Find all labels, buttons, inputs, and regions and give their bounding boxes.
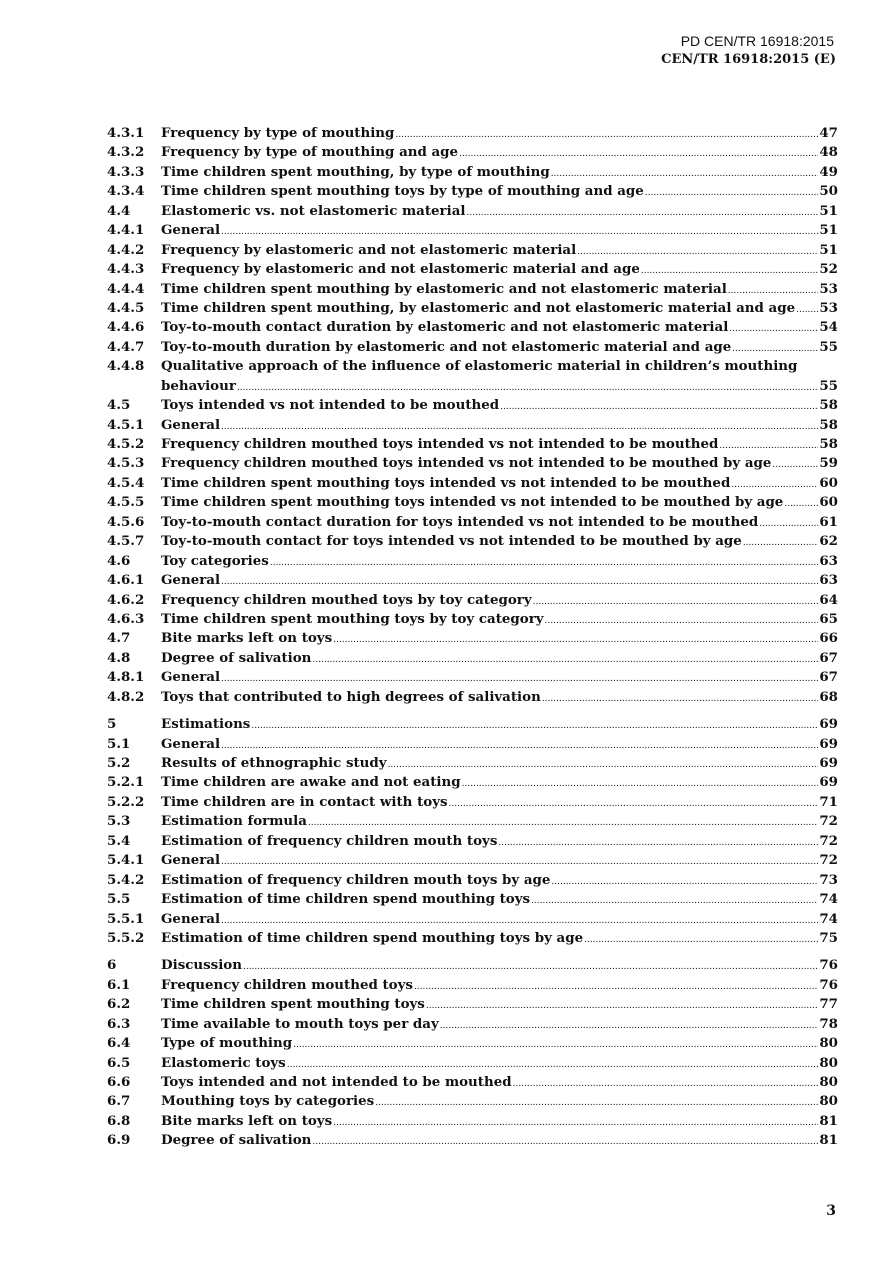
toc-entry-number: 4.3.2 — [107, 144, 145, 161]
toc-entry-number: 5.5.2 — [107, 929, 145, 946]
toc-entry[interactable] — [107, 754, 838, 773]
toc-entry-title[interactable]: Frequency children mouthed toys intended vs not intended to be mouthed by age — [161, 455, 772, 472]
toc-entry[interactable] — [107, 976, 838, 995]
toc-entry-number: 6.6 — [107, 1074, 131, 1090]
toc-entry[interactable] — [107, 357, 838, 376]
toc-entry-page[interactable]: 47 — [819, 125, 838, 141]
toc-entry[interactable] — [107, 1092, 838, 1111]
toc-entry-number: 5.1 — [107, 735, 131, 752]
toc-entry-number: 5.5.1 — [107, 910, 145, 927]
toc-entry-number: 4.5.5 — [107, 494, 145, 511]
toc-entry[interactable] — [107, 435, 838, 454]
toc-entry-page[interactable]: 75 — [819, 929, 838, 946]
table-of-contents — [107, 124, 838, 1151]
toc-entry[interactable] — [107, 591, 838, 610]
toc-entry-page[interactable]: 51 — [819, 222, 838, 239]
toc-entry-number: 4.6 — [107, 552, 131, 569]
toc-entry-number: 6.9 — [107, 1132, 131, 1149]
toc-entry-title[interactable]: General — [161, 416, 221, 433]
toc-entry-title[interactable]: Qualitative approach of the influence of elastomeric material in children’s mouthing — [161, 358, 798, 375]
toc-entry[interactable] — [107, 260, 838, 279]
toc-entry-page[interactable]: 63 — [819, 572, 838, 589]
toc-entry-page[interactable]: 68 — [819, 688, 838, 705]
toc-entry[interactable] — [107, 454, 838, 473]
toc-entry[interactable] — [107, 396, 838, 415]
toc-entry-page[interactable]: 60 — [819, 474, 838, 491]
toc-entry-title[interactable]: Frequency children mouthed toys by toy category — [161, 591, 532, 608]
toc-entry-page[interactable]: 69 — [819, 774, 838, 791]
toc-entry-page[interactable]: 72 — [819, 852, 838, 869]
toc-entry-number: 4.4.1 — [107, 222, 145, 239]
toc-entry[interactable] — [107, 299, 838, 318]
toc-entry[interactable] — [107, 629, 838, 648]
toc-entry-number: 6.3 — [107, 1015, 131, 1032]
toc-entry[interactable] — [107, 241, 838, 260]
toc-entry[interactable] — [107, 143, 838, 162]
toc-entry[interactable] — [107, 956, 838, 975]
toc-entry-page[interactable]: 63 — [819, 552, 838, 569]
toc-entry-number: 4.4 — [107, 202, 131, 219]
toc-entry-number: 4.8 — [107, 649, 131, 666]
toc-entry-title[interactable]: Toy categories — [161, 552, 269, 569]
toc-entry-title-continued[interactable]: behaviour — [161, 377, 236, 394]
toc-entry[interactable] — [107, 1131, 838, 1150]
toc-entry-page[interactable]: 81 — [819, 1112, 838, 1129]
toc-entry-page[interactable]: 71 — [819, 793, 838, 810]
toc-entry[interactable] — [107, 1054, 838, 1073]
toc-entry-page[interactable]: 58 — [819, 436, 838, 452]
toc-entry-title[interactable]: Frequency children mouthed toys intended vs not intended to be mouthed — [161, 436, 719, 452]
toc-entry-page[interactable]: 49 — [819, 163, 838, 180]
toc-entry-title[interactable]: Bite marks left on toys — [161, 630, 333, 647]
toc-entry[interactable] — [107, 610, 838, 629]
toc-entry-title[interactable]: Mouthing toys by categories — [161, 1093, 375, 1110]
toc-entry[interactable] — [107, 571, 838, 590]
toc-entry[interactable] — [107, 929, 838, 948]
toc-entry-title[interactable]: Time children spent mouthing, by type of mouthing — [161, 163, 550, 180]
toc-entry-page[interactable]: 53 — [819, 280, 838, 297]
toc-entry[interactable] — [107, 735, 838, 754]
toc-entry-title[interactable]: Estimation of frequency children mouth toys by age — [161, 871, 551, 888]
toc-entry-title[interactable]: Degree of salivation — [161, 649, 312, 666]
toc-entry[interactable] — [107, 182, 838, 201]
toc-entry-title[interactable]: Elastomeric vs. not elastomeric material — [161, 202, 466, 219]
toc-entry-title[interactable]: Bite marks left on toys — [161, 1112, 333, 1129]
toc-entry-page[interactable]: 78 — [819, 1015, 838, 1032]
toc-entry[interactable] — [107, 493, 838, 512]
toc-entry[interactable] — [107, 1112, 838, 1131]
toc-entry-page[interactable]: 50 — [819, 183, 838, 200]
toc-entry-number: 5 — [107, 716, 117, 733]
toc-entry-title[interactable]: Time available to mouth toys per day — [161, 1015, 439, 1032]
toc-entry-number: 6.1 — [107, 976, 131, 993]
toc-entry[interactable] — [107, 649, 838, 668]
toc-entry-number: 4.3.3 — [107, 163, 145, 180]
toc-entry-title[interactable]: Time children spent mouthing, by elastomeric and not elastomeric material and age — [161, 299, 796, 316]
toc-entry-number: 6.4 — [107, 1035, 131, 1052]
toc-entry-title[interactable]: Time children spent mouthing by elastomeric and not elastomeric material — [161, 280, 727, 297]
toc-entry-number: 5.4 — [107, 832, 131, 849]
toc-entry-title[interactable]: Time children spent mouthing toys intended vs not intended to be mouthed by age — [161, 494, 784, 511]
toc-entry-page[interactable]: 77 — [819, 996, 838, 1013]
toc-entry-title[interactable]: Toy-to-mouth contact duration by elastomeric and not elastomeric material — [161, 319, 729, 336]
toc-entry[interactable] — [107, 890, 838, 909]
toc-entry-title[interactable]: Toy-to-mouth contact duration for toys intended vs not intended to be mouthed — [161, 513, 759, 530]
toc-entry-title[interactable]: Time children spent mouthing toys intended vs not intended to be mouthed — [161, 474, 731, 491]
toc-entry-title[interactable]: Estimation of time children spend mouthing toys — [161, 891, 531, 908]
toc-entry-number: 4.4.5 — [107, 299, 145, 316]
toc-entry-page[interactable]: 72 — [819, 813, 838, 830]
toc-entry[interactable] — [107, 668, 838, 687]
toc-entry-title[interactable]: General — [161, 910, 221, 927]
toc-entry[interactable] — [107, 124, 838, 143]
toc-entry-page[interactable]: 58 — [819, 397, 838, 414]
toc-entry-page[interactable]: 66 — [819, 630, 838, 647]
toc-entry[interactable] — [107, 221, 838, 240]
toc-entry-page[interactable]: 76 — [819, 957, 838, 974]
toc-entry-page[interactable]: 55 — [819, 338, 838, 355]
toc-entry-title[interactable]: Toys intended and not intended to be mouthed — [161, 1074, 512, 1090]
toc-entry-number: 4.4.4 — [107, 280, 145, 297]
toc-entry-number: 4.5.2 — [107, 436, 145, 452]
toc-entry[interactable] — [107, 851, 838, 870]
toc-entry-page[interactable]: 76 — [819, 976, 838, 993]
toc-entry-title[interactable]: Frequency by type of mouthing and age — [161, 144, 459, 161]
toc-entry-title[interactable]: Time children spent mouthing toys — [161, 996, 425, 1013]
toc-entry-title[interactable]: Toys intended vs not intended to be mouthed — [161, 397, 500, 414]
toc-entry[interactable] — [107, 793, 838, 812]
toc-entry-title[interactable]: Time children spent mouthing toys by toy category — [161, 610, 544, 627]
toc-entry[interactable] — [107, 773, 838, 792]
toc-entry-number: 4.6.1 — [107, 572, 145, 589]
toc-entry-number: 4.6.3 — [107, 610, 145, 627]
toc-entry-title[interactable]: General — [161, 222, 221, 239]
toc-entry-page[interactable]: 72 — [819, 832, 838, 849]
toc-entry-title[interactable]: General — [161, 852, 221, 869]
toc-entry-page[interactable]: 54 — [819, 319, 838, 336]
toc-entry-number: 5.4.2 — [107, 871, 145, 888]
toc-entry[interactable] — [107, 318, 838, 337]
toc-entry[interactable] — [107, 1015, 838, 1034]
toc-entry-number: 5.2.1 — [107, 774, 145, 791]
toc-entry-title[interactable]: Time children are awake and not eating — [161, 774, 461, 791]
toc-entry-number: 6 — [107, 957, 117, 974]
toc-entry-page[interactable]: 64 — [819, 591, 838, 608]
toc-entry-number: 4.5.1 — [107, 416, 145, 433]
toc-entry-number: 4.8.2 — [107, 688, 145, 705]
toc-entry-page[interactable]: 61 — [819, 513, 838, 530]
toc-entry-title[interactable]: Estimation of time children spend mouthing toys by age — [161, 929, 584, 946]
toc-entry-page[interactable]: 81 — [819, 1132, 838, 1149]
toc-entry[interactable] — [107, 715, 838, 734]
toc-entry-page[interactable]: 51 — [819, 241, 838, 258]
toc-entry-page[interactable]: 51 — [819, 202, 838, 219]
toc-entry-number: 6.2 — [107, 996, 131, 1013]
toc-entry-title[interactable]: Estimation formula — [161, 813, 307, 830]
toc-entry-title[interactable]: Frequency children mouthed toys — [161, 976, 413, 993]
toc-leader-dots — [312, 1133, 818, 1152]
toc-entry-page[interactable]: 65 — [819, 610, 838, 627]
toc-entry-title[interactable]: Time children are in contact with toys — [161, 793, 448, 810]
toc-entry[interactable] — [107, 513, 838, 532]
toc-entry[interactable] — [107, 416, 838, 435]
toc-entry-number: 4.5.3 — [107, 455, 145, 472]
toc-leader-dots — [584, 931, 818, 950]
toc-entry-continuation[interactable] — [107, 377, 838, 396]
toc-entry-title[interactable]: Toy-to-mouth contact for toys intended vs not intended to be mouthed by age — [161, 533, 742, 550]
toc-entry-title[interactable]: Frequency by elastomeric and not elastomeric material — [161, 241, 577, 258]
toc-entry-title[interactable]: Elastomeric toys — [161, 1054, 286, 1071]
toc-leader-dots — [542, 690, 819, 709]
toc-entry[interactable] — [107, 474, 838, 493]
toc-entry-title[interactable]: Frequency by elastomeric and not elastomeric material and age — [161, 261, 640, 278]
toc-entry-title[interactable]: General — [161, 669, 221, 686]
toc-entry-number: 5.5 — [107, 891, 131, 908]
toc-entry-number: 4.4.7 — [107, 338, 145, 355]
toc-entry-title[interactable]: Degree of salivation — [161, 1132, 312, 1149]
toc-entry-title[interactable]: Frequency by type of mouthing — [161, 125, 395, 141]
toc-entry-number: 4.4.6 — [107, 319, 145, 336]
toc-entry-number: 5.2.2 — [107, 793, 145, 810]
toc-entry[interactable] — [107, 1073, 838, 1092]
toc-entry-page[interactable]: 69 — [819, 716, 838, 733]
toc-entry[interactable] — [107, 552, 838, 571]
toc-entry-title[interactable]: Toy-to-mouth duration by elastomeric and not elastomeric material and age — [161, 338, 732, 355]
toc-entry[interactable] — [107, 871, 838, 890]
toc-entry-number: 4.5.7 — [107, 533, 145, 550]
toc-entry-page[interactable]: 73 — [819, 871, 838, 888]
toc-entry-title[interactable]: Estimation of frequency children mouth toys — [161, 832, 498, 849]
toc-entry[interactable] — [107, 1034, 838, 1053]
toc-entry-page[interactable]: 53 — [819, 299, 838, 316]
toc-entry-number: 4.8.1 — [107, 669, 145, 686]
toc-entry-title[interactable]: General — [161, 735, 221, 752]
toc-entry[interactable] — [107, 812, 838, 831]
toc-entry-page[interactable]: 80 — [819, 1074, 838, 1090]
toc-entry[interactable] — [107, 280, 838, 299]
toc-entry-page[interactable]: 59 — [819, 455, 838, 472]
toc-entry-page[interactable]: 52 — [819, 261, 838, 278]
toc-entry-number: 4.7 — [107, 630, 131, 647]
toc-entry-page[interactable]: 80 — [819, 1035, 838, 1052]
toc-entry-page[interactable]: 74 — [819, 910, 838, 927]
toc-entry-title[interactable]: General — [161, 572, 221, 589]
toc-entry-number: 5.4.1 — [107, 852, 145, 869]
toc-entry-page[interactable]: 60 — [819, 494, 838, 511]
toc-entry-number: 4.3.4 — [107, 183, 145, 200]
toc-entry[interactable] — [107, 163, 838, 182]
toc-entry-page[interactable]: 69 — [819, 735, 838, 752]
toc-entry-number: 6.5 — [107, 1054, 131, 1071]
toc-entry[interactable] — [107, 910, 838, 929]
toc-entry-title[interactable]: Time children spent mouthing toys by type of mouthing and age — [161, 183, 644, 200]
toc-entry-number: 4.5.6 — [107, 513, 145, 530]
toc-entry-page[interactable]: 69 — [819, 755, 838, 771]
toc-entry-number: 6.8 — [107, 1112, 131, 1129]
document-id-header-bold: CEN/TR 16918:2015 (E) — [661, 52, 836, 67]
toc-entry-title[interactable]: Discussion — [161, 957, 242, 974]
toc-entry-page[interactable]: 58 — [819, 416, 838, 433]
toc-entry[interactable] — [107, 338, 838, 357]
toc-entry-page[interactable]: 48 — [819, 144, 838, 161]
document-id-header: PD CEN/TR 16918:2015 — [680, 33, 834, 49]
toc-entry-title[interactable]: Toys that contributed to high degrees of salivation — [161, 688, 541, 705]
toc-entry[interactable] — [107, 688, 838, 707]
toc-entry-number: 4.6.2 — [107, 591, 145, 608]
toc-entry-page[interactable]: 67 — [819, 649, 838, 666]
toc-entry-number: 6.7 — [107, 1093, 131, 1110]
toc-entry-title[interactable]: Results of ethnographic study — [161, 755, 387, 771]
toc-entry-title[interactable]: Estimations — [161, 716, 251, 733]
toc-entry-number: 4.5 — [107, 397, 131, 414]
toc-entry-number: 4.4.2 — [107, 241, 145, 258]
toc-entry-number: 4.4.8 — [107, 358, 145, 375]
toc-entry-page[interactable]: 80 — [819, 1054, 838, 1071]
toc-entry-title[interactable]: Type of mouthing — [161, 1035, 293, 1052]
toc-entry-page[interactable]: 67 — [819, 669, 838, 686]
toc-entry-number: 4.3.1 — [107, 125, 145, 141]
toc-entry-number: 4.5.4 — [107, 474, 145, 491]
toc-entry-number: 5.3 — [107, 813, 131, 830]
toc-entry-page[interactable]: 80 — [819, 1093, 838, 1110]
toc-entry-page[interactable]: 55 — [819, 377, 838, 394]
toc-entry-page[interactable]: 62 — [819, 533, 838, 550]
toc-entry-number: 5.2 — [107, 755, 131, 771]
toc-entry[interactable] — [107, 995, 838, 1014]
toc-entry-page[interactable]: 74 — [819, 891, 838, 908]
toc-entry[interactable] — [107, 202, 838, 221]
toc-entry-number: 4.4.3 — [107, 261, 145, 278]
toc-entry[interactable] — [107, 532, 838, 551]
toc-entry[interactable] — [107, 832, 838, 851]
page-number: 3 — [826, 1203, 836, 1219]
